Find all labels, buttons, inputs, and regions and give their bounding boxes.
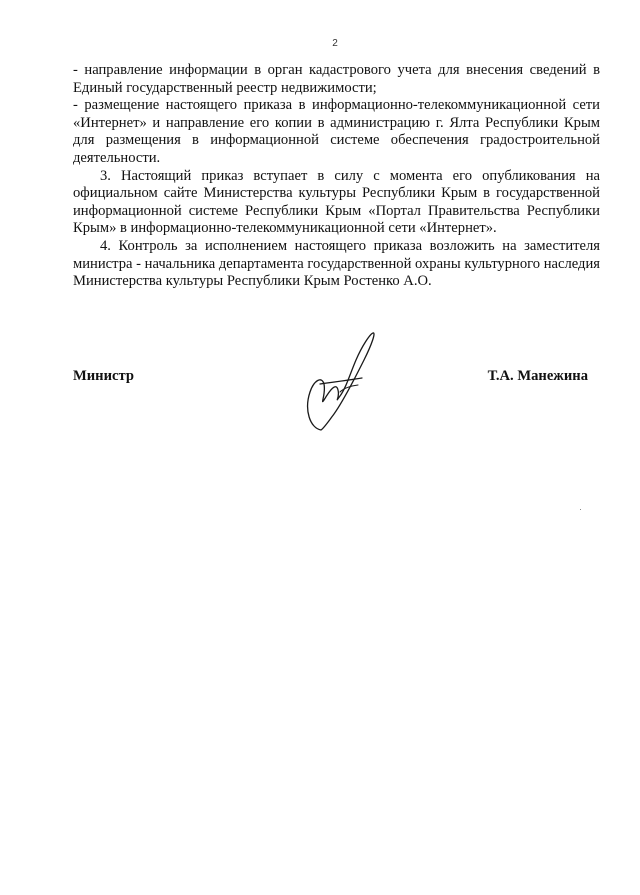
handwritten-signature xyxy=(300,330,380,438)
paragraph-cadastral-info: - направление информации в орган кадастрового учета для внесения сведений в Единый государственный реестр недвижимости; xyxy=(73,62,600,96)
document-body xyxy=(73,62,600,291)
paragraph-entry-into-force: 3. Настоящий приказ вступает в силу с момента его опубликования на официальном сайте Министерства культуры Республики Крым в государственной информационной системе Республики Крым «Портал Правительства Республики Крым» в информационно-телекоммуникационной сети «Интернет». xyxy=(73,167,600,237)
paragraph-control: 4. Контроль за исполнением настоящего приказа возложить на заместителя министра - начальника департамента государственной охраны культурного наследия Министерства культуры Республики Крым Ростенко А.О. xyxy=(73,237,600,290)
signer-role: Министр xyxy=(73,368,134,384)
page-number: 2 xyxy=(332,38,338,49)
paragraph-internet-publication: - размещение настоящего приказа в информационно-телекоммуникационной сети «Интернет» и направление его копии в администрацию г. Ялта Республики Крым для размещения в информационной системе обеспечения градостроительной деятельности. xyxy=(73,97,600,166)
scan-speck xyxy=(580,509,581,510)
signer-name: Т.А. Манежина xyxy=(487,368,588,384)
